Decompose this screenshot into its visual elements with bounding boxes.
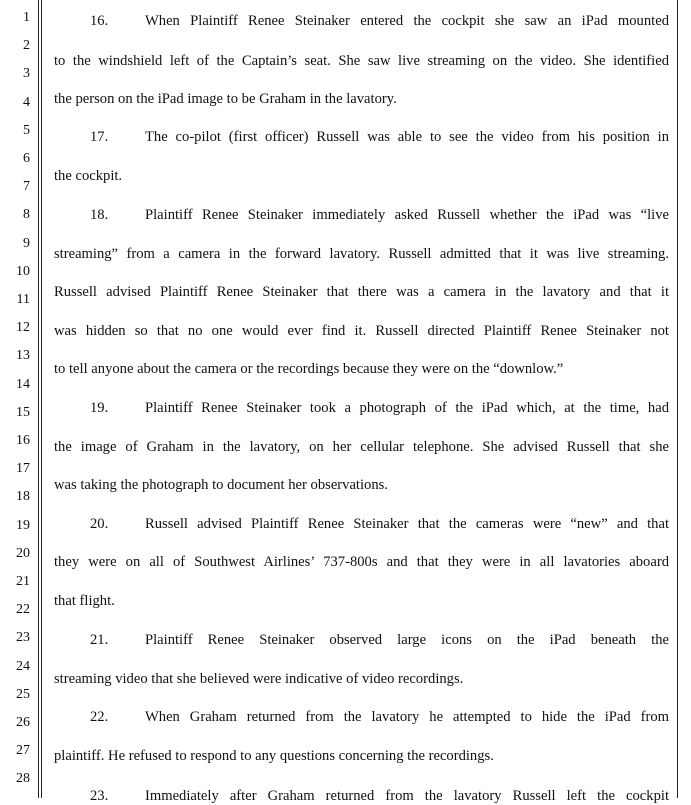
line-number: 12 — [16, 320, 30, 336]
left-margin-rule-inner — [41, 0, 42, 798]
line-number: 3 — [23, 66, 30, 82]
line-number: 27 — [16, 743, 30, 759]
paragraph-text-line: they were on all of Southwest Airlines’ 737-800s and that they were in all lavatories aboard — [54, 554, 669, 570]
line-number: 21 — [16, 574, 30, 589]
line-number: 23 — [16, 630, 30, 646]
paragraph-text-line: to the windshield left of the Captain’s seat. She saw live streaming on the video. She identified — [54, 53, 669, 69]
right-margin-rule — [677, 0, 678, 798]
paragraph-text-line: the cockpit. — [54, 168, 123, 184]
paragraph-text-line: streaming video that she believed were indicative of video recordings. — [54, 671, 464, 687]
line-number: 25 — [16, 686, 30, 702]
line-number: 4 — [23, 94, 30, 110]
paragraph-text: When Plaintiff Renee Steinaker entered the cockpit she saw an iPad mounted — [145, 13, 669, 29]
paragraph-text-line: was taking the photograph to document her observations. — [54, 477, 388, 493]
line-number: 6 — [23, 151, 30, 166]
paragraph-text-line: plaintiff. He refused to respond to any questions concerning the recordings. — [54, 748, 494, 764]
paragraph-number: 19. — [90, 400, 109, 416]
paragraph-text-line: that flight. — [54, 593, 115, 609]
line-number: 16 — [16, 433, 30, 448]
line-number: 18 — [16, 489, 30, 505]
line-number: 17 — [16, 461, 30, 477]
line-number: 14 — [16, 376, 30, 392]
paragraph-number: 20. — [90, 516, 109, 532]
paragraph-text-line: was hidden so that no one would ever find it. Russell directed Plaintiff Renee Steinaker not — [54, 323, 669, 339]
paragraph-text-line: Russell advised Plaintiff Renee Steinaker that there was a camera in the lavatory and that it — [54, 284, 669, 300]
line-number: 24 — [16, 658, 30, 674]
paragraph-text-line: to tell anyone about the camera or the recordings because they were on the “downlow.” — [54, 361, 564, 377]
line-number: 28 — [16, 771, 30, 787]
left-margin-rule — [38, 0, 39, 798]
line-number: 1 — [23, 10, 30, 25]
line-number: 13 — [16, 348, 30, 364]
paragraph-text-line: the image of Graham in the lavatory, on her cellular telephone. She advised Russell that she — [54, 439, 669, 455]
paragraph-text: When Graham returned from the lavatory he attempted to hide the iPad from — [145, 709, 669, 725]
paragraph-text: The co-pilot (first officer) Russell was able to see the video from his position in — [145, 129, 669, 145]
line-number: 9 — [23, 235, 30, 251]
line-number: 10 — [16, 263, 30, 279]
paragraph-text-line: the person on the iPad image to be Graham in the lavatory. — [54, 91, 397, 107]
line-number: 20 — [16, 545, 30, 561]
line-number: 5 — [23, 122, 30, 138]
line-number: 8 — [23, 207, 30, 223]
paragraph-text: Plaintiff Renee Steinaker observed large icons on the iPad beneath the — [145, 632, 669, 648]
line-number: 7 — [23, 179, 30, 195]
paragraph-text: Immediately after Graham returned from the lavatory Russell left the cockpit — [145, 788, 669, 804]
line-number: 19 — [16, 517, 30, 533]
paragraph-number: 16. — [90, 13, 109, 29]
paragraph-number: 22. — [90, 709, 109, 725]
paragraph-text: Russell advised Plaintiff Renee Steinaker that the cameras were “new” and that — [145, 516, 669, 532]
paragraph-number: 18. — [90, 207, 109, 223]
paragraph-number: 17. — [90, 129, 109, 145]
paragraph-text-line: streaming” from a camera in the forward lavatory. Russell admitted that it was live streaming. — [54, 246, 669, 262]
paragraph-text: Plaintiff Renee Steinaker immediately asked Russell whether the iPad was “live — [145, 207, 669, 223]
line-number: 2 — [23, 38, 30, 54]
line-number: 26 — [16, 715, 30, 730]
line-number: 22 — [16, 602, 30, 618]
paragraph-number: 23. — [90, 788, 109, 804]
paragraph-text: Plaintiff Renee Steinaker took a photograph of the iPad which, at the time, had — [145, 400, 669, 416]
line-number: 15 — [16, 404, 30, 420]
paragraph-number: 21. — [90, 632, 109, 648]
line-number: 11 — [16, 292, 30, 307]
